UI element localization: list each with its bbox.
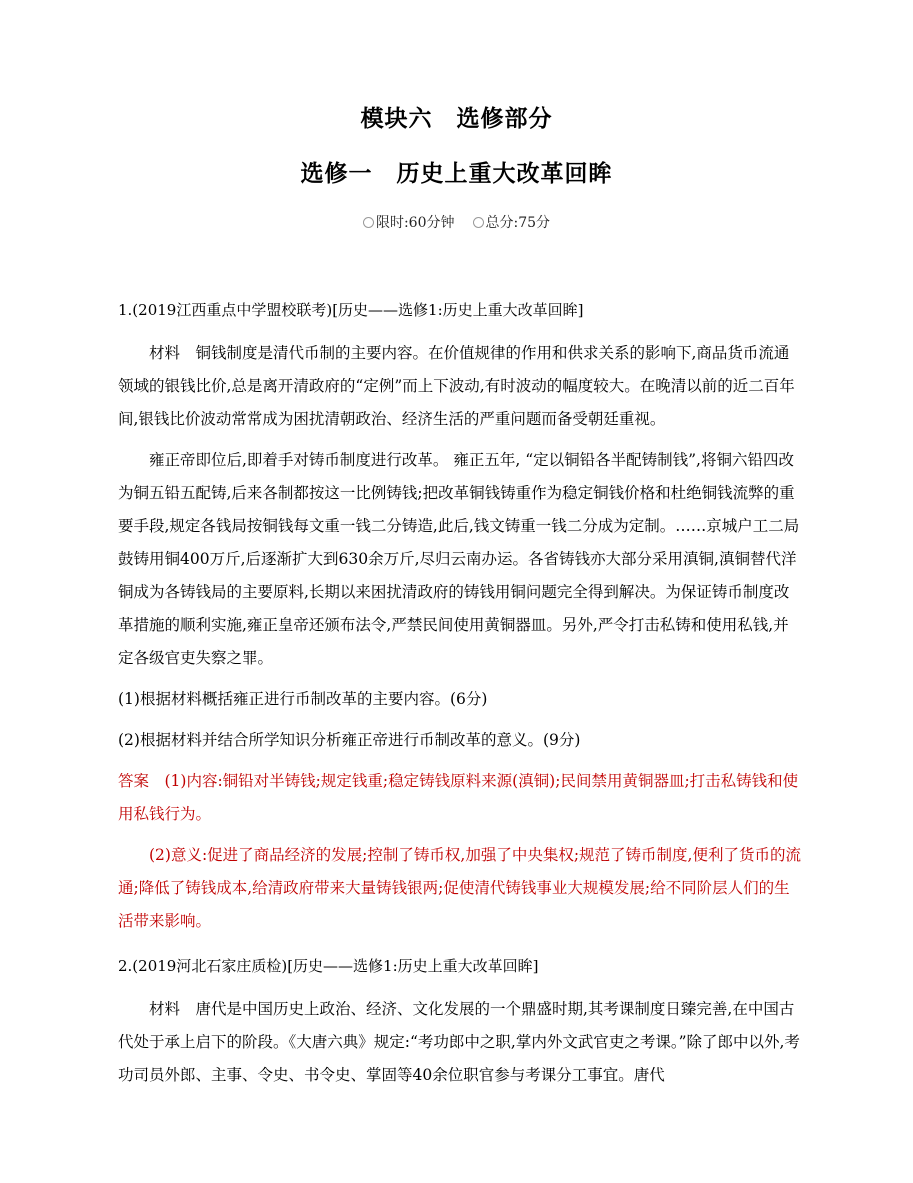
sub-question: (2)根据材料并结合所学知识分析雍正帝进行币制改革的意义。(9分)	[118, 731, 581, 749]
module-title: 模块六 选修部分	[360, 106, 553, 132]
exam-meta	[0, 212, 913, 232]
question-1	[118, 294, 802, 938]
question-header: 1.(2019江西重点中学盟校联考)[历史——选修1:历史上重大改革回眸]	[118, 301, 584, 319]
sub-question: (1)根据材料概括雍正进行币制改革的主要内容。(6分)	[118, 690, 488, 708]
clock-icon	[363, 217, 374, 228]
time-limit: 限时:60分钟	[375, 215, 455, 231]
material-paragraph: 雍正帝即位后,即着手对铸币制度进行改革。 雍正五年, “定以铜铅各半配铸制钱”,将铜六铅四改为铜五铅五配铸,后来各制都按这一比例铸钱;把改革铜钱铸重作为稳定铜钱价格和杜绝铜钱流弊的重要手段,规定各钱局按铜钱每文重一钱二分铸造,此后,钱文铸重一钱二分成为定制。……京城户工二局鼓铸用铜400万斤,后逐渐扩大到630余万斤,尽归云南办运。各省铸钱亦大部分采用滇铜,滇铜替代洋铜成为各铸钱局的主要原料,长期以来困扰清政府的铸钱用铜问题完全得到解决。为保证铸币制度改革措施的顺利实施,雍正皇帝还颁布法令,严禁民间使用黄铜器皿。另外,严令打击私铸和使用私钱,并定各级官吏失察之罪。	[118, 451, 800, 667]
score-icon	[473, 217, 484, 228]
material-paragraph: 材料 铜钱制度是清代币制的主要内容。在价值规律的作用和供求关系的影响下,商品货币流通领域的银钱比价,总是离开清政府的“定例”而上下波动,有时波动的幅度较大。在晚清以前的近二百年间,银钱比价波动常常成为困扰清朝政治、经济生活的严重问题而备受朝廷重视。	[118, 344, 795, 428]
total-score: 总分:75分	[485, 215, 551, 231]
answer-paragraph: (2)意义:促进了商品经济的发展;控制了铸币权,加强了中央集权;规范了铸币制度,便利了货币的流通;降低了铸钱成本,给清政府带来大量铸钱银两;促使清代铸钱事业大规模发展;给不同阶层人们的生活带来影响。	[118, 846, 801, 930]
material-paragraph: 材料 唐代是中国历史上政治、经济、文化发展的一个鼎盛时期,其考课制度日臻完善,在中国古代处于承上启下的阶段。《大唐六典》规定:“考功郎中之职,掌内外文武官吏之考课。”除了郎中以外,考功司员外郎、主事、令史、书令史、掌固等40余位职官参与考课分工事宜。唐代	[118, 1000, 800, 1084]
answer-paragraph: 答案 (1)内容:铜铅对半铸钱;规定钱重;稳定铸钱原料来源(滇铜);民间禁用黄铜器皿;打击私铸钱和使用私钱行为。	[118, 772, 799, 823]
question-header: 2.(2019河北石家庄质检)[历史——选修1:历史上重大改革回眸]	[118, 957, 539, 975]
question-2	[118, 950, 802, 1092]
elective-title: 选修一 历史上重大改革回眸	[300, 161, 613, 187]
